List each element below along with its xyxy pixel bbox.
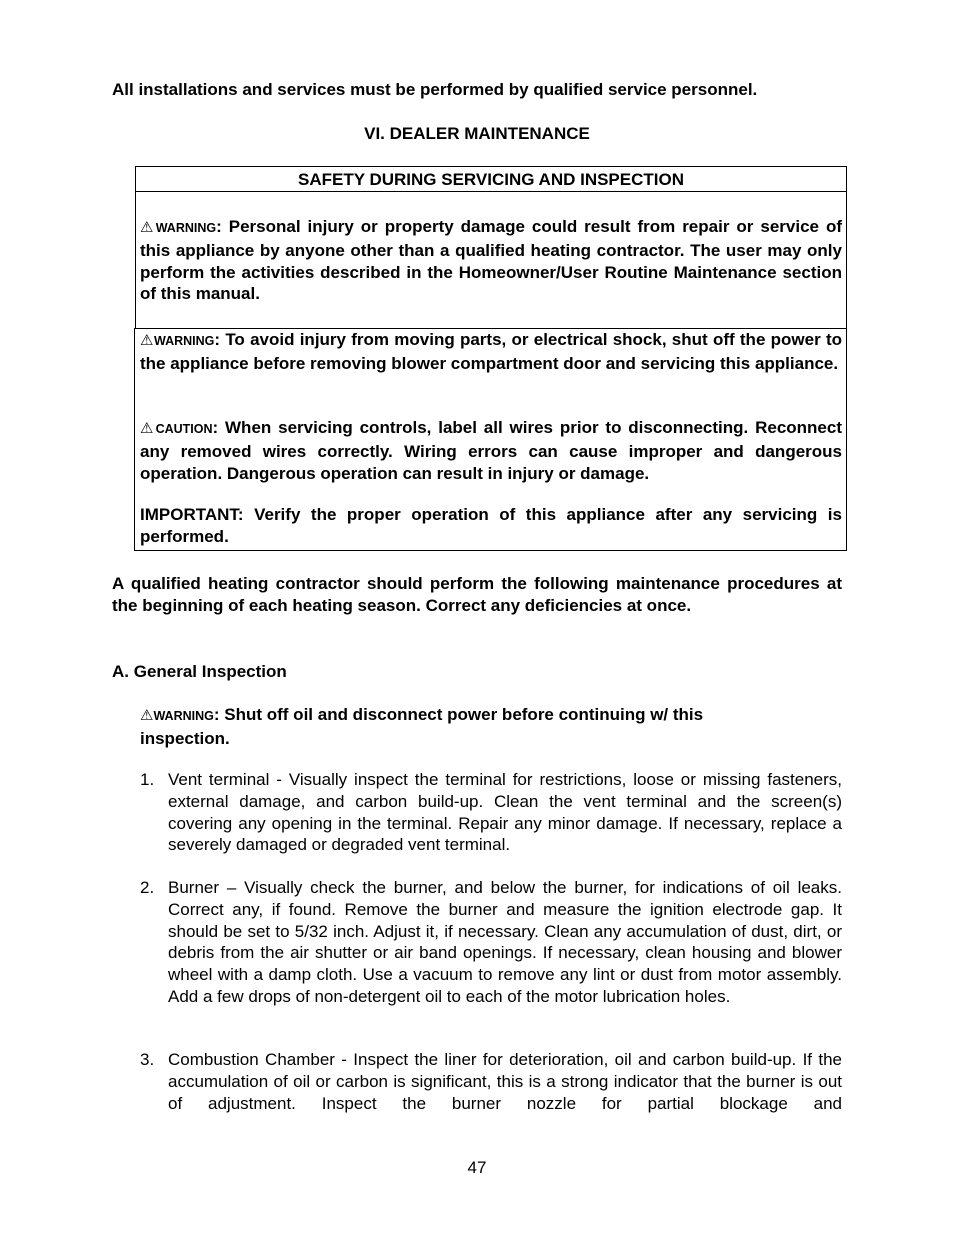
warning-triangle-icon: ⚠ (140, 707, 154, 724)
important-label: IMPORTANT (140, 505, 238, 524)
section-a-heading: A. General Inspection (112, 662, 287, 681)
important-text: : Verify the proper operation of this appliance after any servicing is performed. (140, 505, 842, 546)
warning-moving-parts (140, 329, 842, 375)
warning-personal-injury (140, 216, 842, 305)
caution-label: CAUTION (155, 422, 213, 436)
top-notice: All installations and services must be performed by qualified service personnel. (112, 80, 758, 99)
list-item-number: 3. (140, 1050, 155, 1069)
section-a-warning (140, 704, 790, 750)
safety-box-divider (135, 191, 847, 192)
warning-label: WARNING (153, 334, 215, 348)
warning-text: : Shut off oil and disconnect power before continuing w/ this inspection. (140, 705, 704, 748)
warning-label: WARNING (153, 709, 214, 723)
section-title: VI. DEALER MAINTENANCE (364, 124, 590, 143)
safety-box-title: SAFETY DURING SERVICING AND INSPECTION (297, 170, 684, 189)
caution-wiring (140, 417, 842, 484)
caution-text: : When servicing controls, label all wires prior to disconnecting. Reconnect any removed wires correctly. Wiring errors can cause improper and dangerous operation. Dangerous operation can result in injury or damage. (140, 418, 842, 483)
page-number: 47 (467, 1158, 487, 1177)
list-item-burner: Burner – Visually check the burner, and below the burner, for indications of oil leaks. Correct any, if found. Remove the burner and measure the ignition electrode gap. It should be set to 5/32 inch. Adjust it, if necessary. Clean any accumulation of dust, dirt, or debris from the air shutter or air band openings. If necessary, clean housing and blower wheel with a damp cloth. Use a vacuum to remove any lint or dust from motor assembly. Add a few drops of non-detergent oil to each of the motor lubrication holes. (168, 878, 842, 1006)
warning-text: : To avoid injury from moving parts, or electrical shock, shut off the power to the appliance before removing blower compartment door and servicing this appliance. (140, 330, 842, 373)
warning-label: WARNING (155, 221, 217, 235)
intro-paragraph: A qualified heating contractor should perform the following maintenance procedures at the beginning of each heating season. Correct any deficiencies at once. (112, 574, 842, 615)
caution-triangle-icon: ⚠ (140, 420, 156, 437)
important-note (140, 504, 842, 548)
list-item-number: 2. (140, 878, 155, 897)
list-item-vent-terminal: Vent terminal - Visually inspect the terminal for restrictions, loose or missing fasteners, external damage, and carbon build-up. Clean the vent terminal and the screen(s) covering any opening in the terminal. Repair any minor damage. If necessary, replace a severely damaged or degraded vent terminal. (168, 770, 842, 855)
warning-text: : Personal injury or property damage could result from repair or service of this appliance by anyone other than a qualified heating contractor. The user may only perform the activities described in the Homeowner/User Routine Maintenance section of this manual. (140, 217, 842, 304)
list-item-number: 1. (140, 770, 155, 789)
warning-triangle-icon: ⚠ (140, 332, 154, 349)
warning-triangle-icon: ⚠ (140, 219, 156, 236)
list-item-combustion-chamber: Combustion Chamber - Inspect the liner for deterioration, oil and carbon build-up. If the accumulation of oil or carbon is significant, this is a strong indicator that the burner is out of adjustment. Inspect the burner nozzle for partial blockage and (168, 1050, 842, 1113)
